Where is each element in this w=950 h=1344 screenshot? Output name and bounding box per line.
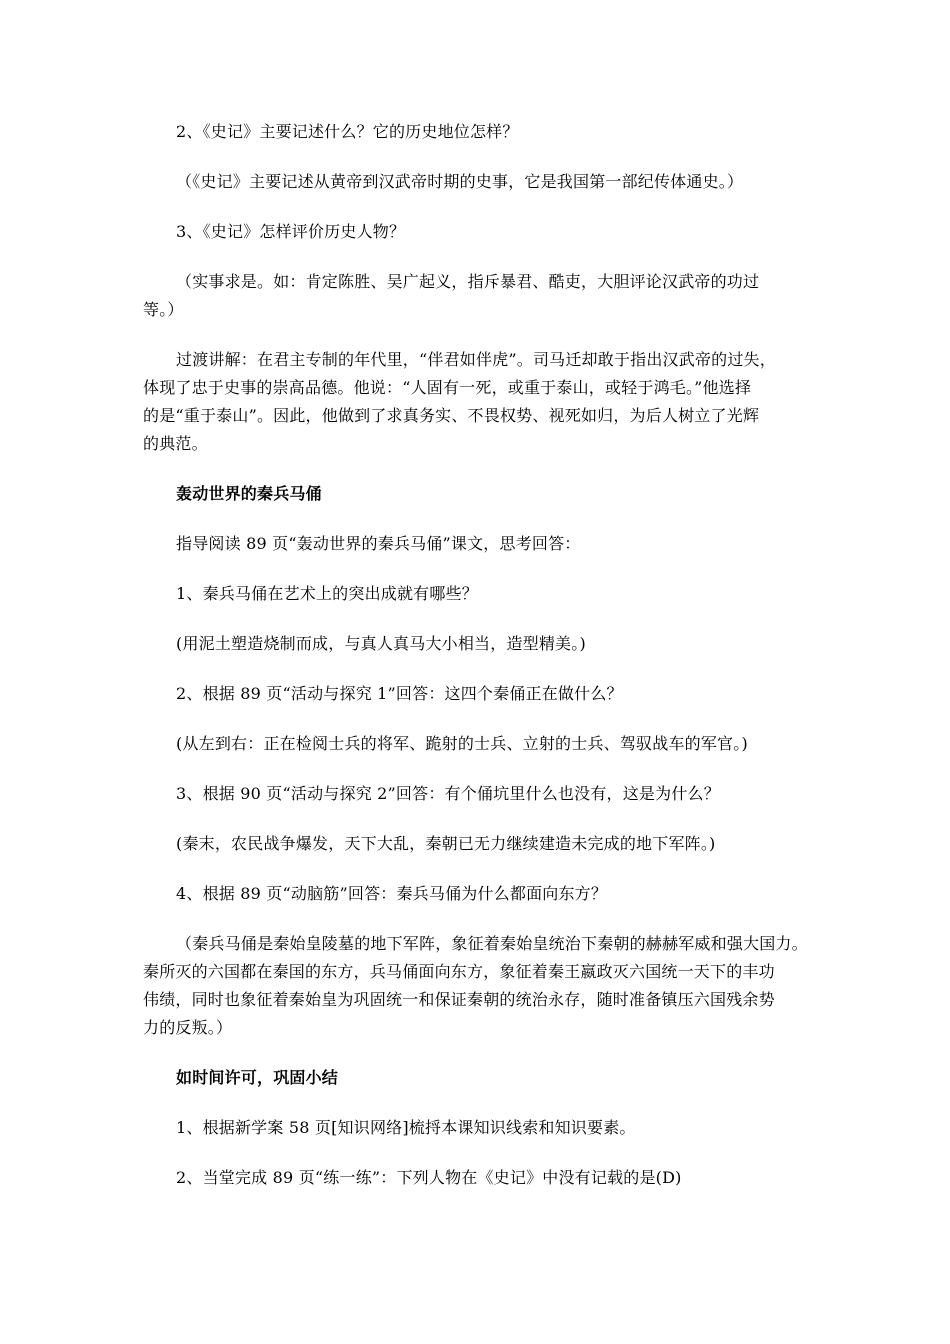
summary-item-1: 1、根据新学案 58 页[知识网络]梳捋本课知识线索和知识要素。 <box>176 1118 636 1137</box>
transition-line-2: 体现了忠于史事的崇高品德。他说：“人固有一死，或重于泰山，或轻于鸿毛。”他选择 <box>143 378 752 397</box>
answer-2: （《史记》主要记述从黄帝到汉武帝时期的史事，它是我国第一部纪传体通史。） <box>176 172 744 191</box>
terracotta-answer-4-line-3: 伟绩，同时也象征着秦始皇为巩固统一和保证秦朝的统治永存，随时准备镇压六国残余势 <box>143 990 775 1009</box>
terracotta-question-1: 1、秦兵马俑在艺术上的突出成就有哪些？ <box>176 584 478 603</box>
transition-line-1: 过渡讲解：在君主专制的年代里，“伴君如伴虎”。司马迁却敢于指出汉武帝的过失， <box>176 350 776 369</box>
section-heading-summary: 如时间许可，巩固小结 <box>176 1068 339 1087</box>
terracotta-question-2: 2、根据 89 页“活动与探究 1”回答：这四个秦俑正在做什么？ <box>176 684 623 703</box>
terracotta-answer-4-line-2: 秦所灭的六国都在秦国的东方，兵马俑面向东方，象征着秦王嬴政灭六国统一天下的丰功 <box>143 962 775 981</box>
terracotta-answer-4-line-4: 力的反叛。） <box>143 1018 233 1037</box>
terracotta-question-3: 3、根据 90 页“活动与探究 2”回答：有个俑坑里什么也没有，这是为什么？ <box>176 784 720 803</box>
question-3: 3、《史记》怎样评价历史人物？ <box>176 222 406 241</box>
transition-line-3: 的是“重于泰山”。因此，他做到了求真务实、不畏权势、视死如归，为后人树立了光辉 <box>143 406 760 425</box>
transition-line-4: 的典范。 <box>143 434 208 453</box>
terracotta-answer-4-line-1: （秦兵马俑是秦始皇陵墓的地下军阵，象征着秦始皇统治下秦朝的赫赫军威和强大国力。 <box>176 934 808 953</box>
section-heading-terracotta: 轰动世界的秦兵马俑 <box>176 484 322 503</box>
terracotta-question-4: 4、根据 89 页“动脑筋”回答：秦兵马俑为什么都面向东方？ <box>176 884 608 903</box>
reading-instruction: 指导阅读 89 页“轰动世界的秦兵马俑”课文，思考回答： <box>176 534 581 553</box>
question-2: 2、《史记》主要记述什么？它的历史地位怎样？ <box>176 122 519 141</box>
terracotta-answer-2: (从左到右：正在检阅士兵的将军、跪射的士兵、立射的士兵、驾驭战车的军官。) <box>176 734 748 753</box>
terracotta-answer-1: (用泥土塑造烧制而成，与真人真马大小相当，造型精美。) <box>176 634 586 653</box>
answer-3-line-2: 等。） <box>143 300 184 319</box>
summary-item-2: 2、当堂完成 89 页“练一练”：下列人物在《史记》中没有记载的是(D) <box>176 1168 682 1187</box>
terracotta-answer-3: (秦末，农民战争爆发，天下大乱，秦朝已无力继续建造未完成的地下军阵。) <box>176 834 716 853</box>
answer-3-line-1: （实事求是。如：肯定陈胜、吴广起义，指斥暴君、酷吏，大胆评论汉武帝的功过 <box>176 272 760 291</box>
